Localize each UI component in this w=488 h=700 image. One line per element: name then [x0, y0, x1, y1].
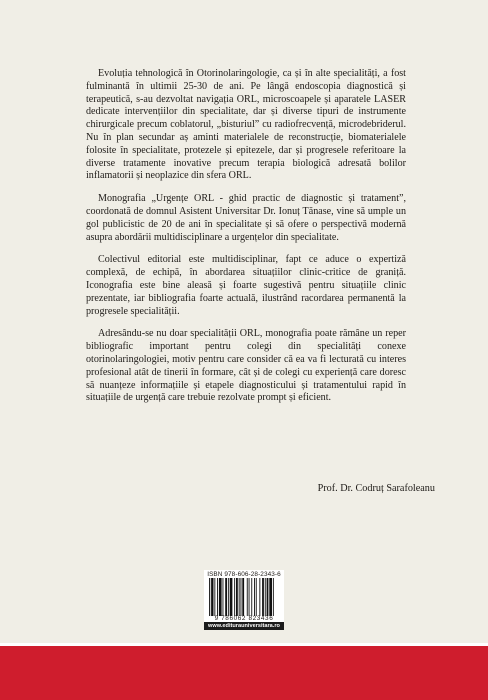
- paragraph-3: Colectivul editorial este multidisciplinar, fapt ce aduce o expertiză complexă, de echipă, în abordarea situațiilor clinic-critice de graniță. Iconografia este bine aleasă și foarte sugestivă pentru situațiile clinic prezentate, iar bibliografia foarte actuală, ilustrând racordarea permanentă la progresele specialității.: [86, 254, 406, 317]
- isbn-label: ISBN 978-606-28-2343-6: [207, 571, 281, 578]
- paragraph-4: Adresându-se nu doar specialității ORL, monografia poate rămâne un reper bibliografic important pentru colegi din specialități conexe otorinolaringologiei, motiv pentru care consider că ea va fi lecturată cu interes profesional atât de tinerii în formare, cât și de colegi cu experiență care doresc să nuanțeze informațiile și etapele diagnosticului și tratamentului rapid în situațiile de urgență care trebuie rezolvate prompt și eficient.: [86, 328, 406, 404]
- barcode-bar: [223, 578, 224, 616]
- barcode-bar: [236, 578, 238, 616]
- barcode-bar: [251, 578, 252, 616]
- isbn-barcode-block: [204, 570, 284, 630]
- back-cover-text: [86, 68, 406, 415]
- barcode-bar: [239, 578, 240, 616]
- barcode-bar: [267, 578, 269, 616]
- footer-color-band: [0, 643, 488, 700]
- barcode-bar: [230, 578, 233, 616]
- barcode-bar: [241, 578, 242, 616]
- barcode-bar: [234, 578, 235, 616]
- barcode-bar: [249, 578, 250, 616]
- barcode-bar: [254, 578, 255, 616]
- barcode-bar: [262, 578, 264, 616]
- barcode-bar: [242, 578, 244, 616]
- barcode-bar: [265, 578, 266, 616]
- barcode-bar: [256, 578, 257, 616]
- paragraph-1: Evoluția tehnologică în Otorinolaringologie, ca și în alte specialități, a fost fulminantă în ultimii 25-30 de ani. Pe lângă endoscopia diagnostică și terapeutică, s-au dezvoltat navigația ORL, microscoapele și aparatele LASER dedicate intervențiilor din specialitate, dar și diverse tipuri de instrumente chirurgicale precum coblatorul, „bisturiul” cu radiofrecvență, microdebriderul. Nu în plan secundar aș aminti materialele de reconstrucție, biomaterialele folosite în specialitate, protezele și epitezele, dar și progresele referitoare la diverse tratamente inovative precum terapia biologică adresată bolilor inflamatorii și neoplazice din sfera ORL.: [86, 68, 406, 182]
- barcode-bar: [225, 578, 227, 616]
- publisher-website: www.editurauniversitara.ro: [204, 622, 284, 630]
- isbn-digits: 9 786062 823436: [214, 615, 274, 622]
- barcode-bar: [219, 578, 222, 616]
- barcode-bar: [259, 578, 260, 616]
- barcode-bar: [214, 578, 215, 616]
- barcode-bar: [212, 578, 214, 616]
- barcode-bar: [269, 578, 272, 616]
- barcode-bar: [228, 578, 229, 616]
- barcode-bar: [247, 578, 248, 616]
- barcode-bar: [211, 578, 212, 616]
- barcode-bar: [217, 578, 218, 616]
- barcode-graphic: [207, 578, 281, 616]
- paragraph-2: Monografia „Urgențe ORL - ghid practic de diagnostic și tratament”, coordonată de domnul Asistent Universitar Dr. Ionuț Tănase, vine să umple un gol publicistic de 20 de ani în specialitate și să ofere o perspectivă modernă asupra abordării multidisciplinare a urgențelor din specialitate.: [86, 193, 406, 243]
- barcode-bar: [209, 578, 210, 616]
- barcode-bar: [273, 578, 274, 616]
- author-signature: Prof. Dr. Codruț Sarafoleanu: [317, 483, 435, 494]
